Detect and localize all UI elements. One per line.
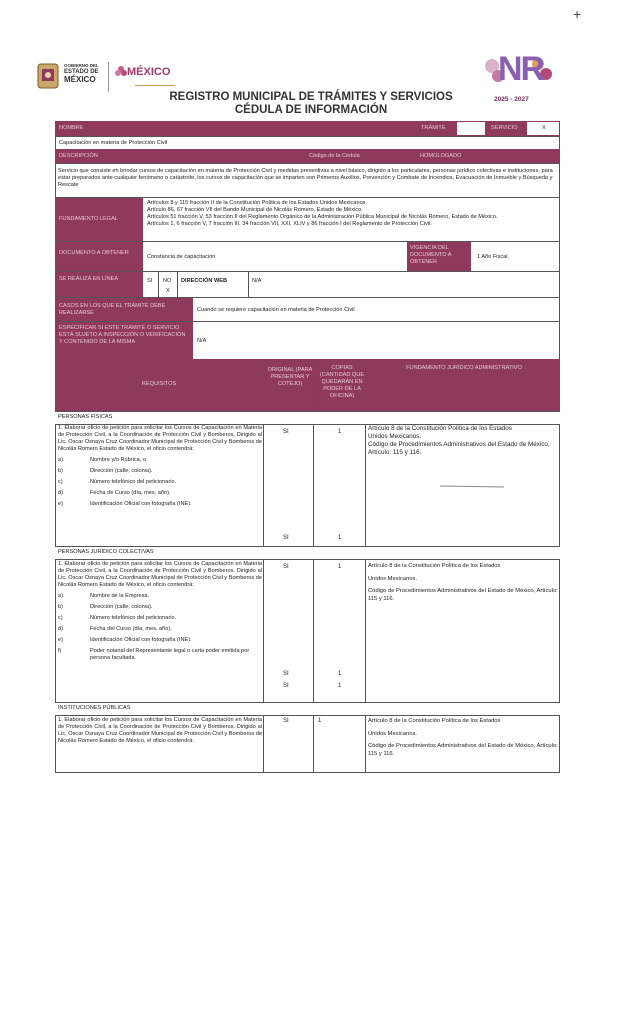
fundamento-line: Código de Procedimientos Administrativos del Estado de México, Artículo: 115 y 116. [368,743,558,757]
copy-mark: 1 [338,683,342,689]
fundamento-line: Artículos 1, 6 fracción V, 7 fracción III, 34 fracción VII, XXI, XLIV y 86 fracción I del Reglamento de Protección Civil. [147,220,432,227]
servicio-label: SERVICIO [491,125,518,131]
requirement-item: d) Fecha del Curso (día, mes, año). [58,625,172,632]
tramite-box [457,122,485,135]
documento-label: DOCUMENTO A OBTENER [55,242,143,272]
documento-row [55,241,560,272]
section-fundamento [368,718,558,758]
codigo-cedula-label: Código de la Cédula [309,153,360,159]
copy-mark: 1 [318,718,322,724]
description-header-row [55,149,560,163]
gov-line-1: GOBIERNO DEL [64,63,99,68]
copy-mark: 1 [338,535,342,541]
en-linea-si: SI [147,278,153,284]
tramite-label: TRÁMITE [421,125,446,131]
fundamento-line: Artículo 8 de la Constitución Política de los Estados [368,563,501,569]
original-mark: SI [283,718,289,724]
section-title: INSTITUCIONES PÚBLICAS [58,705,131,711]
state-government-logo [36,60,110,94]
page-title: REGISTRO MUNICIPAL DE TRÁMITES Y SERVICIOS [169,91,453,103]
nr-text: NR [498,50,544,88]
mexico-logo [113,58,183,94]
original-mark: SI [283,429,289,435]
casos-value: Cuando se requiere capacitación en materia de Protección Civil [197,307,355,313]
requirement-item: d) Fecha de Curso (día, mes, año). [58,489,171,496]
requirement-item: a) Nombre de la Empresa. [58,592,150,599]
fundamento-line: Artículos 51 fracción V, 53 fracción II del Reglamento Orgánico de la Administración Pública Municipal de Nicolás Romero, Estado de México. [147,213,498,220]
web-value: N/A [252,278,262,284]
section-intro: 1. Elaborar oficio de petición para solicitar los Cursos de Capacitación en Materia de Protección Civil, a la Coordinación de Protección Civil y Bomberos. Dirigido al Lic. Oscar Osnaya Cruz Coordinador Municipal de Protección Civil y Bomberos de Nicolás Romero Estado de México, el oficio contendrá: [58,561,262,588]
requirement-item: c) Número telefónico del peticionario. [58,614,177,621]
requirement-item: c) Número telefónico del peticionario. [58,478,177,485]
section-title-row [55,702,560,716]
vigencia-label: VIGENCIA DEL DOCUMENTO A OBTENER [407,242,471,272]
original-mark: SI [283,535,289,541]
description-text: Servicio que consiste en brindar cursos de capacitación en materia de Protección Civil y medidas preventivas a nivel básico, dirigido a los particulares, personas jurídico colectivas e instituciones, para estar preparados ante cualquier fenómeno o catástrofe, los cursos de capacitación que se imparten son Primeros Auxilios, Prevención y Combate de Incendios, Evacuación de Inmueble y Búsqueda y Rescate [58,168,553,188]
copy-mark: 1 [338,564,342,570]
gov-line-3: MÉXICO [64,74,96,84]
mexico-logo-script [135,79,175,86]
section-requirements [58,561,262,662]
fundamento-line: Unidos Mexicanos. [368,575,417,582]
page-subtitle: CÉDULA DE INFORMACIÓN [234,104,388,116]
en-linea-label: SE REALIZA EN LÍNEA [55,272,143,298]
casos-row [55,297,560,322]
section-intro: 1. Elaborar oficio de petición para solicitar los Cursos de Capacitación en Materia de Protección Civil, a la Coordinación de Protección Civil y Bomberos, Dirigido al Lic. Oscar Osnaya Cruz Coordinador Municipal de Protección Civil y Bomberos de Nicolás Romero Estado de México, el oficio contendrá: [58,425,262,452]
original-mark: SI [283,564,289,570]
copy-mark: 1 [338,429,342,435]
fundamento-legal-row [55,197,560,242]
si-no-divider [158,272,159,298]
en-linea-no-mark: X [166,288,170,294]
fundamento-line: Artículo 8 de la Constitución Política de los Estados [368,425,512,432]
fundamento-line: Código de Procedimientos Administrativos del Estado de México, Artículo: 115 y 116. [368,588,558,602]
nr-years: 2025 - 2027 [494,96,529,103]
section-title-row [55,411,560,425]
copias-header: COPIAS (CANTIDAD QUE QUEDARÁN EN PODER DE LA OFICINA) [319,365,365,399]
section-fundamento [368,425,558,456]
documento-value: Constancia de capacitación [147,254,216,260]
divider-line [108,62,109,92]
state-shield-icon [36,62,60,92]
section-title: PERSONAS FÍSICAS [58,414,113,420]
original-header: ORIGINAL (PARA PRESENTAR Y COTEJO) [267,367,313,387]
section-intro: 1. Elaborar oficio de petición para solicitar los Cursos de Capacitación en Materia de Protección Civil, a la Coordinación de Protección Civil y Bomberos. Dirigido al Lic. Oscar Osnaya Cruz Coordinador Municipal de Protección Civil y Bomberos de Nicolás Romero Estado de México, el oficio contendrá: [58,717,262,744]
especificar-label: ESPECIFICAR SI ESTE TRÁMITE O SERVICIO ESTÁ SUJETO A INSPECCIÓN O VERIFICACIÓN Y CONTENIDO DE LA MISMA [55,322,193,360]
fundamento-line: Unidos Mexicanos. [368,730,417,737]
especificar-row [55,321,560,360]
name-header-row [55,121,560,136]
web-label: DIRECCIÓN WEB [181,278,227,284]
corner-plus-mark: + [573,6,582,22]
no-web-divider [177,272,178,298]
section-title: PERSONAS JURÍDICO COLECTIVAS [58,549,154,555]
en-linea-no: NO [163,278,172,284]
especificar-value: N/A [197,338,207,344]
copy-mark: 1 [338,671,342,677]
requirement-item: b) Dirección (calle, colonia). [58,467,153,474]
service-name: Capacitación en materia de Protección Civil [59,140,168,146]
mexico-logo-text: MÉXICO [127,66,171,78]
requirement-item: a) Nombre y/o Rúbrica, o [58,456,146,463]
fundamento-header: FUNDAMENTO JURÍDICO ADMINISTRATIVO [406,365,522,371]
requirement-item: f) Poder notarial del Representante legal o carta poder emitida por persona facultada. [58,647,250,661]
vigencia-value: 1 Año Fiscal [477,254,508,260]
requirement-item: b) Dirección (calle, colonia). [58,603,153,610]
requisitos-header: REQUISITOS [141,381,177,387]
requirements-header-row [55,359,560,411]
nombre-label: NOMBRE [59,125,84,131]
gov-line-2: ESTADO DE [64,68,99,75]
original-mark: SI [283,671,289,677]
web-divider [248,272,249,298]
service-name-row [55,136,560,150]
section-requirements [58,717,262,745]
requirement-item: e) Identificación Oficial con fotografía (INE). [58,636,192,643]
fundamento-line: Artículos 8 y 115 fracción II de la Constitución Política de los Estados Unidos Mexicanos. [147,200,368,206]
original-mark: SI [283,683,289,689]
casos-label: CASOS EN LOS QUE EL TRÁMITE DEBE REALIZARSE [55,298,193,322]
en-linea-row [55,271,560,298]
servicio-mark: X [542,125,546,131]
requirement-item: e) Identificación Oficial con fotografía (INE). [58,500,192,507]
section-fundamento [368,563,558,603]
section-title-row [55,546,560,560]
fundamento-line: Código de Procedimientos Administrativos del Estado de México, Artículo: 115 y 116. [368,440,550,456]
fundamento-line: Artículo 86, 67 fracción VII del Bando Municipal de Nicolás Romero, Estado de México. [147,206,363,213]
fundamento-legal-text [147,200,557,228]
descripcion-label: DESCRIPCIÓN [59,153,98,159]
homologado-label: HOMOLOGADO [420,153,462,159]
fundamento-line: Unidos Mexicanos. [368,432,422,440]
description-row [55,163,560,198]
fundamento-line: Artículo 8 de la Constitución Política de los Estados [368,718,501,724]
fundamento-legal-label: FUNDAMENTO LEGAL [55,198,143,242]
section-requirements [58,425,262,512]
